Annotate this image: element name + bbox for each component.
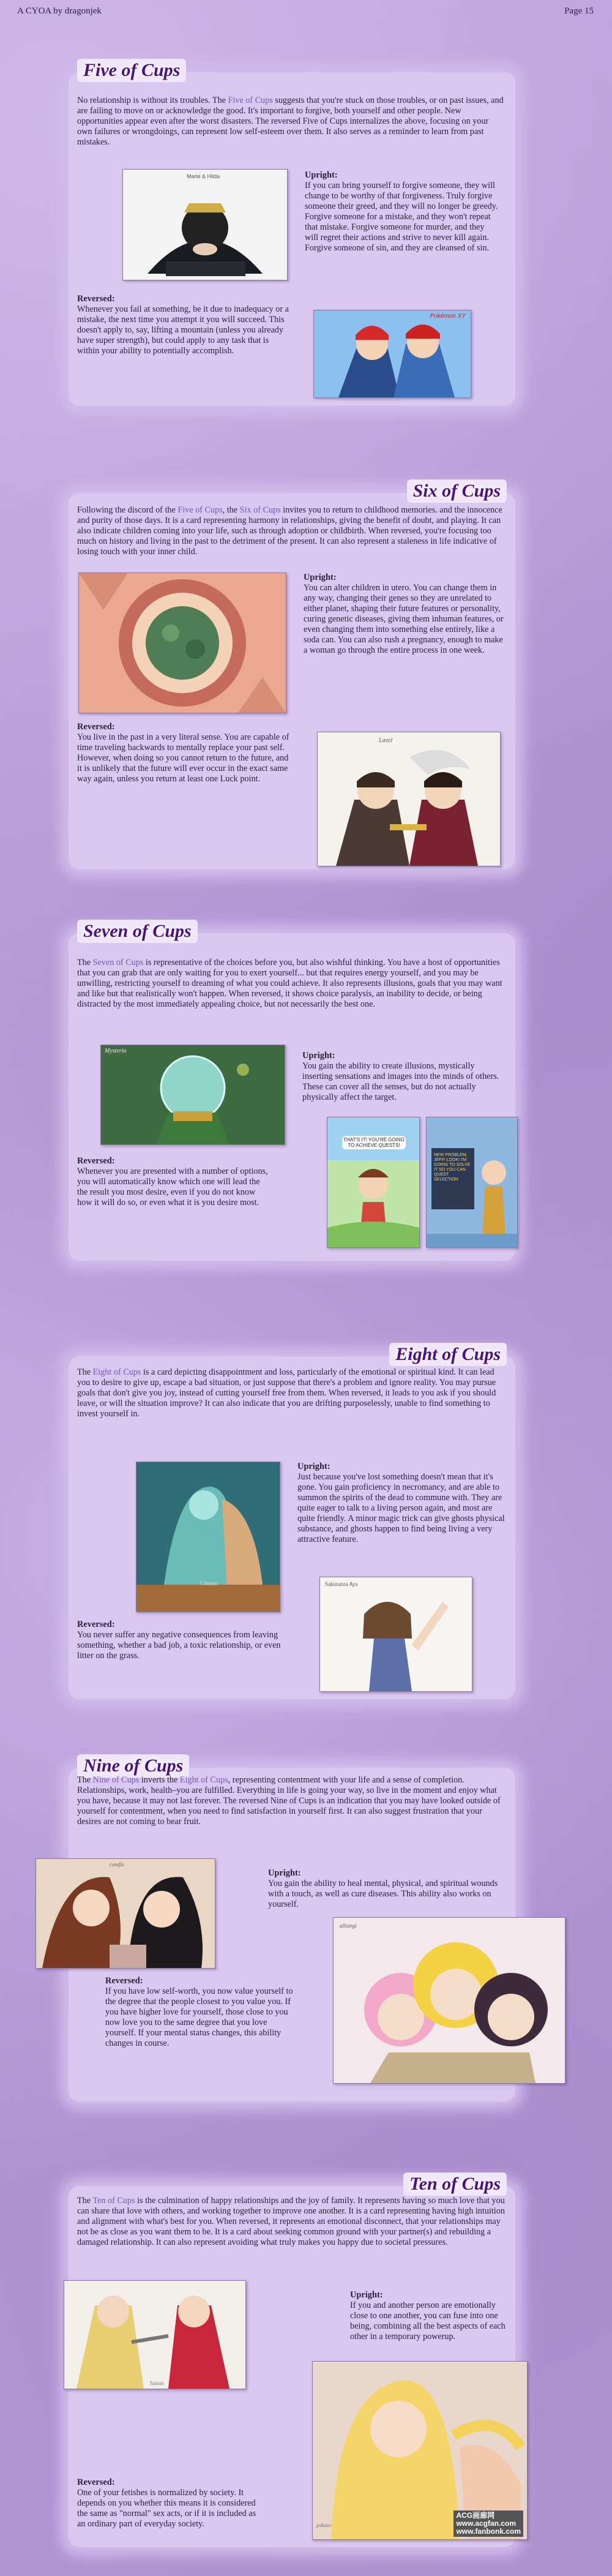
section-intro: No relationship is without its troubles. The Five of Cups suggests that you're stuck on those troubles, or on past issues, and are failing to move on or acknowledge the good. It's important to forgive, both yourself and other people. New opportunities appear even after the worst disasters. The reversed Five of Cups internalizes the above, focusing on your own failures or wrongdoings, can represent low self-esteem over them. It also serves as a reminder to learn from past mistakes.	[77, 96, 504, 147]
section-title: Eight of Cups	[389, 1343, 507, 1366]
section-title: Five of Cups	[77, 59, 186, 82]
image-caption: allsorgi	[340, 1923, 357, 1929]
section-title: Ten of Cups	[403, 2172, 507, 2196]
header-page-number: Page 15	[564, 6, 594, 16]
watermark: ACG画廊网 www.acgfan.com www.fanbonk.com	[453, 2510, 523, 2537]
upright-text: Upright: You can alter children in utero. You can change them in any way, changing their genes so they are unrelated to either planet, shaping their future features or personality, curing genetic diseases, giving them inhuman features, or even changing them into something else entirely, like a soda can. You can also rush a pregnancy, enough to make a woman go through the entire process in one week.	[304, 573, 504, 655]
reversed-text: Reversed: Whenever you fail at something, be it due to inadequacy or a mistake, the next time you attempt it you will succeed. This doesn't apply to, say, lifting a mountain (unless you already have super strength), but could apply to any task that is within your ability to potentially accomplish.	[77, 294, 289, 356]
image-caption: pakaso	[316, 2522, 332, 2528]
section-title: Six of Cups	[407, 479, 507, 503]
reversed-text: Reversed: You never suffer any negative consequences from leaving something, whether a bad job, a toxic relationship, or even litter on the grass.	[77, 1620, 281, 1661]
upright-text: Upright: If you and another person are emotionally close to one another, you can fuse into one being, combining all the best aspects of each other in a temporary powerup.	[350, 2290, 506, 2341]
section-nine-of-cups	[69, 1756, 515, 2101]
card-image-two-women	[35, 1858, 215, 1969]
image-caption: Ghosts	[200, 1580, 217, 1587]
section-five-of-cups	[69, 60, 515, 406]
comic-panel-right	[426, 1117, 518, 1248]
card-image-magical-girls	[333, 1917, 565, 2084]
comic-panel-left	[327, 1117, 420, 1248]
upright-text: Upright: Just because you've lost something doesn't mean that it's gone. You gain proficiency in necromancy, and are able to summon the spirits of the dead to commune with. They are quite eager to talk to a living person again, and most are quite friendly. A minor magic trick can give ghosts physical substance, and ghosts happen to find being living a very attractive feature.	[297, 1462, 505, 1544]
section-intro: The Eight of Cups is a card depicting disappointment and loss, particularly of the emotional or spiritual kind. It can lead you to desire to give up, escape a bad situation, or just suppose that there's a problem and ignore reality. You may pursue goals that don't give you joy, instead of cutting yourself free from them. When reversed, it leads to you ask if you should leave, or will the situation improve? It can also indicate that you are drifting purposelessly, unable to find something to invest yourself in.	[77, 1367, 496, 1419]
card-image-womb	[78, 573, 286, 713]
reversed-text: Reversed: One of your fetishes is normalized by society. It depends on you whether this means it is considered the same as "normal" sex acts, or if it is included as an ordinary part of everyday society.	[77, 2477, 256, 2529]
card-image-mysterio	[100, 1045, 285, 1145]
header-author: A CYOA by dragonjek	[17, 6, 102, 16]
card-image-ghosts	[136, 1462, 280, 1612]
card-image-fusion	[64, 2280, 246, 2389]
section-intro: Following the discord of the Five of Cups, the Six of Cups invites you to return to childhood memories. and the innocence and purity of those days. It is a card representing harmony in relationships, giving the benefit of doubt, and playing. It can also indicate children coming into your life, such as through adoption or childbirth. When reversed, you're focusing too much on history and living in the past to the detriment of the present. It can also represent a staleness in life indicative of losing touch with your inner child.	[77, 505, 502, 557]
card-image-two-boys	[313, 310, 471, 398]
card-image-two-wizards	[317, 732, 501, 866]
upright-text: Upright: You gain the ability to create illusions, mystically inserting sensations and images into the minds of others. These can cover all the senses, but do not actually physically affect the target.	[302, 1051, 499, 1102]
reversed-text: Reversed: If you have low self-worth, you now value yourself to the degree that the people closest to you value you. If you have higher love for yourself, those close to you now love you to the same degree that you love yourself. If your mental status changes, this ability changes in course.	[105, 1976, 293, 2048]
upright-text: Upright: You gain the ability to heal mental, physical, and spiritual wounds with a touch, as well as cure diseases. This ability also works on yourself.	[268, 1868, 498, 1909]
section-intro: The Ten of Cups is the culmination of happy relationships and the joy of family. It represents having so much love that you can share that love with others, and working together to improve one another. It is a card representing having high intuition and alignment with what's best for you. When reversed, it represents an emotional disconnect, that your relationships may not be as close as you want them to be. It is a card about seeking common ground with your partner(s) and rebuilding a damaged relationship. It can also represent avoiding what truly makes you happy due to societal pressures.	[77, 2196, 505, 2247]
image-caption: fusion	[150, 2380, 164, 2386]
section-eight-of-cups	[69, 1344, 515, 1699]
card-image-ghost-girl	[319, 1577, 472, 1692]
image-caption: Lavel	[379, 737, 393, 744]
section-intro: The Nine of Cups inverts the Eight of Cups, representing contentment with your life and a sense of completion. Relationships, work, health–you are fulfilled. Everything in life is going your way, so live in the moment and enjoy what you have, because it may not last forever. The reversed Nine of Cups is an indication that you may have looked outside of yourself for contentment, when you need to find satisfaction in yourself first. It can also suggest frustration that your desires are not coming to bear fruit.	[77, 1775, 501, 1827]
comic-speech-bubble: THAT'S IT! YOU'RE GOING TO ACHIEVE QUESTS!	[342, 1136, 406, 1149]
card-image-woman-bowing	[122, 169, 288, 280]
section-ten-of-cups	[69, 2174, 521, 2547]
section-seven-of-cups	[69, 921, 515, 1261]
reversed-text: Reversed: Whenever you are presented with a number of options, you will automatically know which one will lead the the result you most desire, even if you do not know how it will do so, or even what it is you desire most.	[77, 1156, 268, 1207]
reversed-text: Reversed: You live in the past in a very literal sense. You are capable of time traveling backwards to mentally replace your past self. However, when doing so you cannot return to the future, and it is unlikely that the future will ever occur in the exact same way again, unless you return at least one Luck point.	[77, 722, 289, 784]
image-caption: Mysterio	[105, 1048, 127, 1054]
section-title: Nine of Cups	[77, 1754, 189, 1778]
image-caption: Marie & Hilda	[187, 173, 220, 179]
image-caption: comfie	[110, 1861, 124, 1868]
section-intro: The Seven of Cups is representative of the choices before you, but also wishful thinking. You have a host of opportunities that you can grab that are only waiting for you to exert yourself... but that requires energy yourself, and you may be unwilling, restricting yourself to dreaming of what you could achieve. It also represents illusions, goals that you may want and like but that realistically won't happen. When reversed, it shows choice paralysis, an inability to decide, or being distracted by the most immediately appealing choice, but not necessarily the best one.	[77, 958, 502, 1009]
image-caption: Pokémon XY	[430, 313, 466, 320]
upright-text: Upright: If you can bring yourself to forgive someone, they will change to be worthy of that forgiveness. Truly forgive someone their greed, and they will no longer be greedy. Forgive someone for a mistake, and they won't repeat that mistake. Forgive someone for murder, and they will regret their actions and strive to never kill again. Forgive someone of sin, and they are cleansed of sin.	[305, 170, 498, 253]
section-six-of-cups	[69, 481, 515, 869]
image-caption: Sakuranza Aya	[325, 1581, 358, 1587]
comic-speech-bubble: NEW PROBLEM, JEFF! LOOK! I'M GOING TO SOLVE IT SO YOU CAN QUEST SELECTION	[434, 1153, 471, 1182]
card-image-blonde-girls	[312, 2361, 528, 2540]
section-title: Seven of Cups	[77, 920, 198, 943]
